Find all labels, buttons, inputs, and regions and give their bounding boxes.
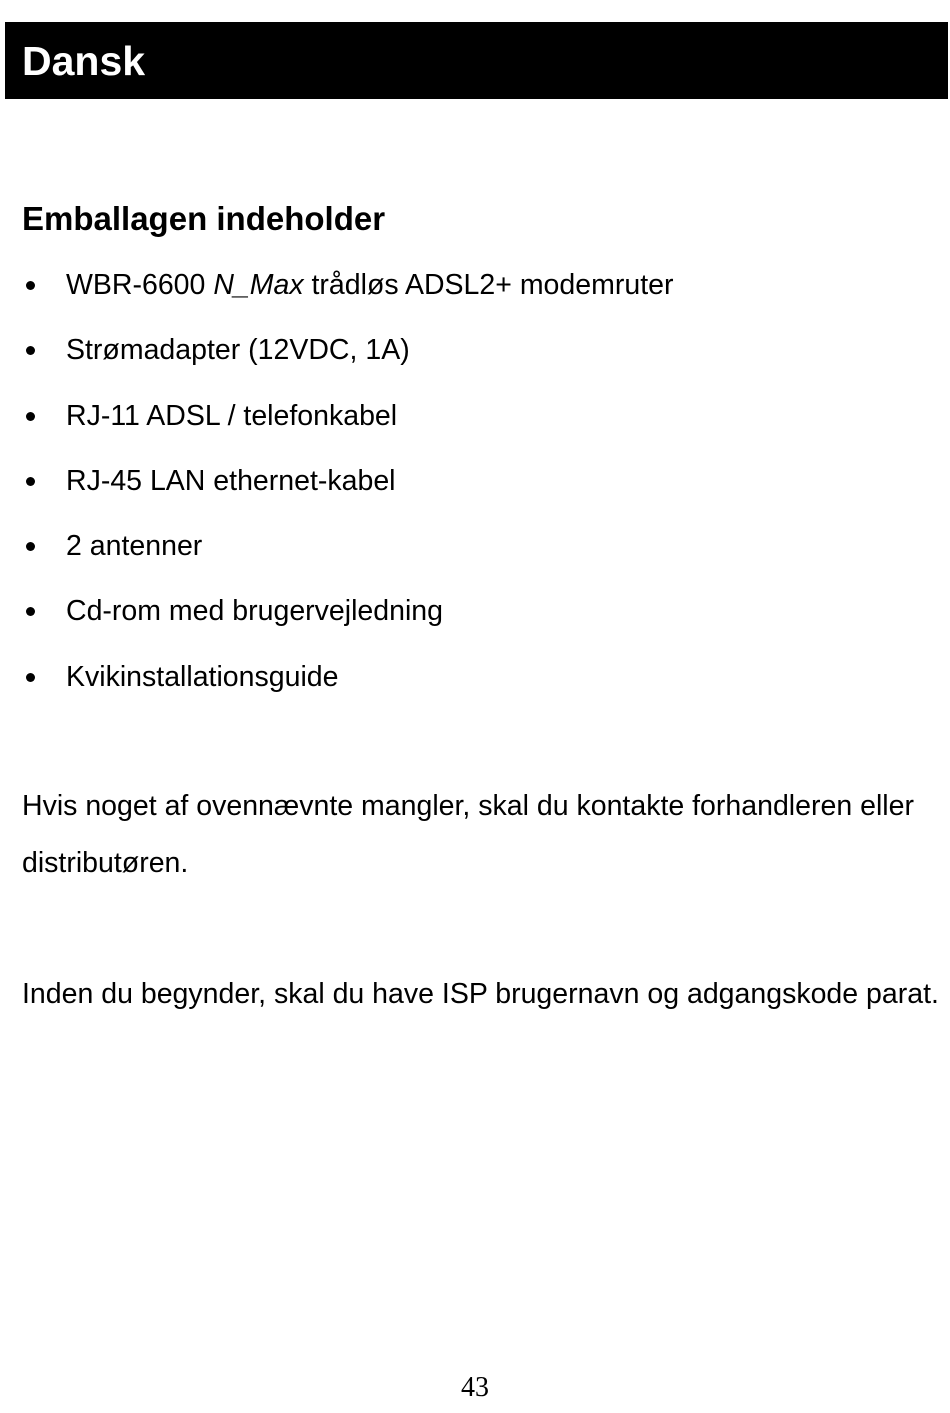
- list-item: [0, 525, 950, 590]
- language-banner: [5, 22, 948, 99]
- list-item: [0, 656, 950, 721]
- bullet-icon: [26, 477, 35, 486]
- list-item-text: RJ-11 ADSL / telefonkabel: [66, 399, 398, 432]
- list-item-text: Strømadapter (12VDC, 1A): [66, 334, 410, 367]
- bullet-icon: [26, 412, 35, 421]
- list-item-text: WBR-6600 N_Max trådløs ADSL2+ modemruter: [66, 269, 674, 301]
- bullet-icon: [26, 346, 35, 355]
- list-item: [0, 460, 950, 525]
- list-item-text: Kvikinstallationsguide: [66, 660, 339, 693]
- missing-items-paragraph: Hvis noget af ovennævnte mangler, skal du kontakte forhandleren eller distributøren.: [22, 790, 914, 879]
- list-item-text: RJ-45 LAN ethernet-kabel: [66, 464, 396, 497]
- list-item: [0, 395, 950, 460]
- list-item-text: Cd-rom med brugervejledning: [66, 595, 444, 628]
- bullet-icon: [26, 607, 35, 616]
- list-item: [0, 264, 950, 329]
- before-start-paragraph: Inden du begynder, skal du have ISP brugernavn og adgangskode parat.: [22, 978, 939, 1010]
- list-item: [0, 590, 950, 655]
- list-item: [0, 329, 950, 394]
- page-number: 43: [461, 1372, 489, 1403]
- section-heading: Emballagen indeholder: [22, 200, 386, 237]
- bullet-icon: [26, 542, 35, 551]
- product-model-emphasis: N_Max: [213, 269, 304, 301]
- list-item-text: 2 antenner: [66, 530, 203, 563]
- bullet-icon: [26, 281, 35, 290]
- bullet-icon: [26, 673, 35, 682]
- language-title: Dansk: [22, 38, 146, 84]
- package-contents-list: [0, 264, 950, 721]
